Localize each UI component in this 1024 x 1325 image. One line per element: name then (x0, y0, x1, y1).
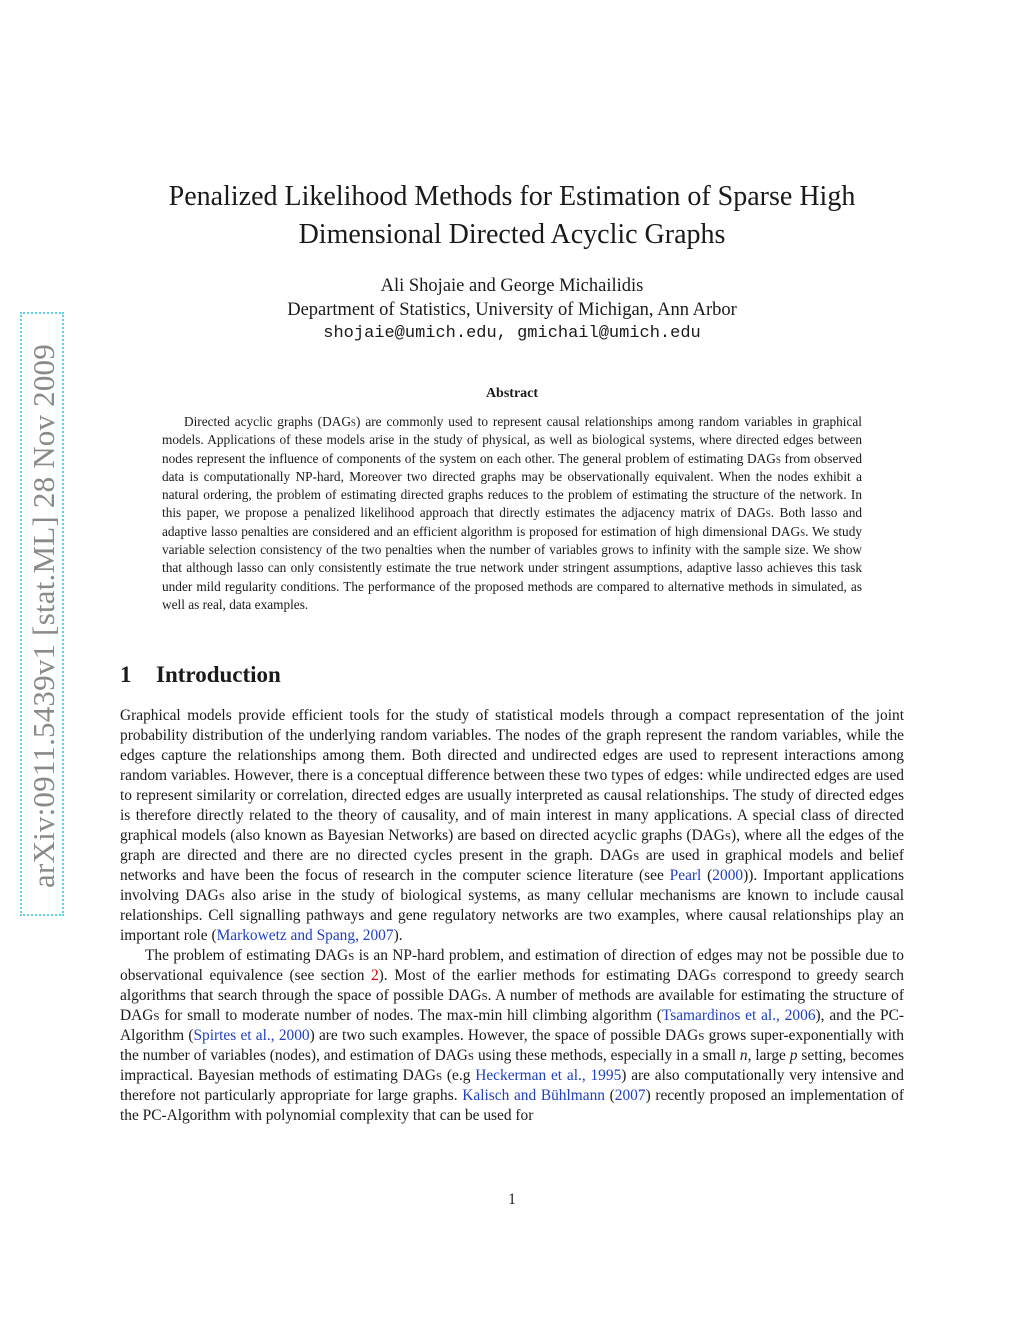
section-number: 1 (120, 662, 132, 687)
acronym-dags: DAGs (691, 827, 732, 844)
acronym-dags: DAGs (448, 987, 488, 1004)
body-text: ( (604, 1087, 615, 1104)
citation-link[interactable]: Pearl (669, 867, 702, 884)
author-affiliation: Department of Statistics, University of Michigan, Ann Arbor (287, 300, 737, 320)
abstract-text: Directed acyclic graphs ( (184, 414, 323, 429)
body-text: grows super-exponentially with the number of variables (nodes), and estimation of (120, 1027, 904, 1064)
body-text: is an NP-hard problem, and estimation of direction of edges may not be possible due to observational equivalence (see section (120, 947, 904, 984)
citation-link[interactable]: Markowetz and Spang, 2007 (216, 927, 394, 944)
acronym-dags: DAGs (599, 847, 640, 864)
acronym-dags: DAGs (434, 1047, 475, 1064)
acronym-dags: DAGs (664, 1027, 705, 1044)
body-text: for small to moderate number of nodes. The max-min hill climbing algorithm ( (159, 1007, 662, 1024)
section-reference-link[interactable]: 2 (370, 967, 379, 984)
body-text: ( (701, 867, 713, 884)
body-text: also arise in the study of biological systems, as many cellular mechanisms are known to include causal relationships. Cell signalling pathways and gene regulatory networks are two examples, where causal relationships play an important role ( (120, 887, 904, 944)
citation-link[interactable]: 2007 (614, 1087, 646, 1104)
section-heading-introduction (120, 662, 281, 688)
body-text: setting, becomes impractical. Bayesian methods of estimating (120, 1047, 905, 1084)
acronym-dags: DAGs (771, 523, 806, 539)
body-text: ) are two such examples. However, the space of possible (309, 1027, 665, 1044)
body-text: Graphical models provide efficient tools for the study of statistical models through a compact representation of the joint probability distribution of the underlying random variables. The nodes of the graph represent the random variables, while the edges capture the relationships among them. Both directed and undirected edges are used to represent interactions among random variables. However, there is a conceptual difference between these two types of edges: while undirected edges are used to represent similarity or correlation, directed edges are usually interpreted as causal relationships. The study of directed edges is therefore directly related to the theory of causality, and of main interest in many applications. A special class of directed graphical models (also known as Bayesian Networks) are based on directed acyclic graphs ( (120, 707, 904, 844)
math-variable: n (739, 1047, 748, 1064)
body-text: , large (747, 1047, 790, 1064)
author-names: Ali Shojaie and George Michailidis (380, 276, 644, 296)
abstract-heading: Abstract (485, 386, 539, 401)
body-text: ) recently proposed an implementation of the PC-Algorithm with polynomial complexity that can be used for (120, 1087, 904, 1124)
citation-link[interactable]: Kalisch and Bühlmann (462, 1087, 605, 1104)
page-number: 1 (508, 1191, 516, 1208)
body-text: The problem of estimating (145, 947, 315, 964)
citation-link[interactable]: 2000 (712, 867, 744, 884)
body-text: correspond to greedy search algorithms that search through the space of possible (120, 967, 904, 1004)
body-text: . A number of methods are available for estimating the structure of (487, 987, 905, 1004)
paper-title (150, 178, 874, 254)
body-text: using these methods, especially in a small (474, 1047, 740, 1064)
abstract-text: . We study variable selection consistency of the two penalties when the number of variables grows to infinity with the sample size. We show that although lasso can only consistently estimate the true network under stringent assumptions, adaptive lasso achieves this task under mild regularity conditions. The performance of the proposed methods are compared to alternative methods in simulated, as well as real, data examples. (162, 523, 862, 612)
body-text: ), and the PC-Algorithm ( (120, 1007, 904, 1044)
citation-link[interactable]: Heckerman et al., 1995 (475, 1067, 622, 1084)
body-text: ). Most of the earlier methods for estimating (378, 967, 677, 984)
citation-link[interactable]: Spirtes et al., 2000 (193, 1027, 310, 1044)
body-text: )). Important applications involving (120, 867, 904, 904)
abstract-text: from observed data is computationally NP-hard, Moreover two directed graphs may be observationally equivalent. When the nodes exhibit a natural ordering, the problem of estimating directed graphs reduces to the problem of estimating the structure of the network. In this paper, we propose a penalized likelihood approach that directly estimates the adjacency matrix of (162, 450, 863, 521)
acronym-dags: DAGs (185, 887, 225, 904)
acronym-dags: DAGs (120, 1007, 160, 1024)
title-line-1: Penalized Likelihood Methods for Estimation of Sparse High (168, 181, 856, 212)
abstract-text: . Both lasso and adaptive lasso penalties are considered and an efficient algorithm is proposed for estimation of high dimensional (162, 505, 862, 539)
body-text: are used in graphical models and belief networks and have been the focus of research in the computer science literature (see (120, 847, 904, 884)
acronym-dags: DAGs (747, 450, 781, 466)
acronym-dags: DAGs (314, 947, 355, 964)
abstract-body (162, 413, 862, 614)
body-text: (e.g (442, 1067, 476, 1084)
title-line-2: Dimensional Directed Acyclic Graphs (298, 219, 726, 250)
arxiv-stamp-frame (20, 312, 64, 916)
body-text: ) are also computationally very intensive and therefore not particularly appropriate for large graphs. (120, 1067, 904, 1104)
citation-link[interactable]: Tsamardinos et al., 2006 (661, 1007, 816, 1024)
acronym-dags: DAGs (676, 967, 717, 984)
paragraph (120, 706, 904, 946)
author-emails: shojaie@umich.edu, gmichail@umich.edu (323, 324, 701, 343)
paragraph (120, 946, 904, 1126)
body-text: ), where all the edges of the graph are directed and there are no directed cycles present in the graph. (120, 827, 904, 864)
author-block (150, 274, 874, 322)
acronym-dags: DAGs (736, 505, 771, 521)
acronym-dags: DAGs (402, 1067, 443, 1084)
body-text: ). (393, 927, 403, 944)
abstract-text: ) are commonly used to represent causal relationships among random variables in graphical models. Applications of these models arise in the study of physical, as well as biological systems, where directed edges between nodes represent the influence of components of the system on each other. The general problem of estimating (162, 414, 862, 466)
introduction-body (120, 706, 904, 1126)
acronym-dags: DAGs (322, 414, 356, 429)
math-variable: p (789, 1047, 798, 1064)
arxiv-identifier: arXiv:0911.5439v1 [stat.ML] 28 Nov 2009 (26, 344, 61, 888)
section-title: Introduction (156, 662, 281, 687)
